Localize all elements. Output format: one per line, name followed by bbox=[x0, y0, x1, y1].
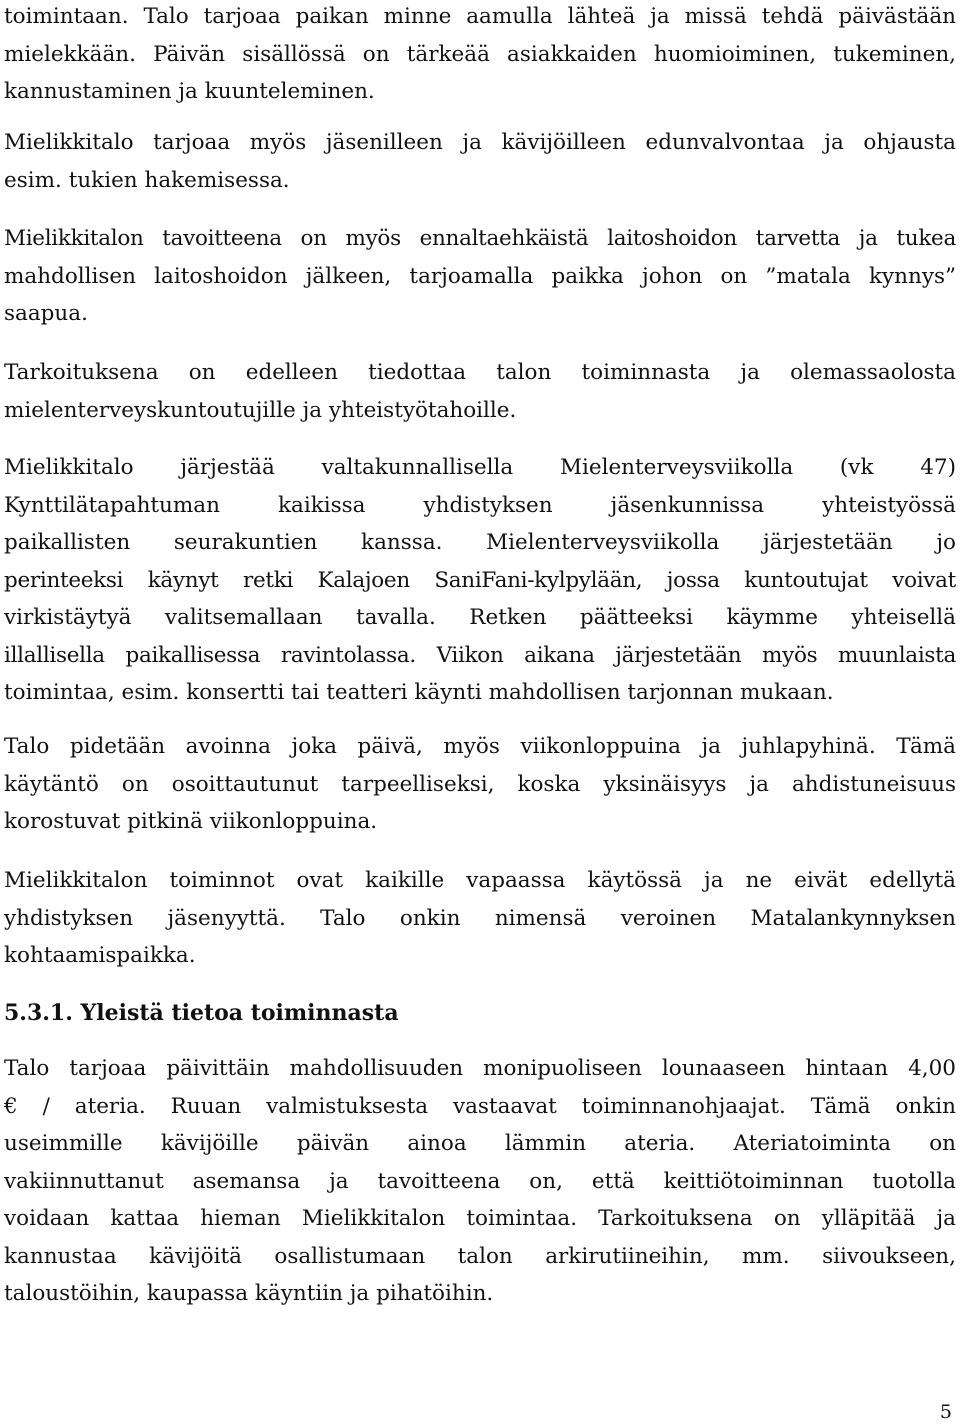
text-line: toimintaa, esim. konsertti tai teatteri käynti mahdollisen tarjonnan mukaan. bbox=[4, 680, 834, 705]
text-line: Mielikkitalon tavoitteena on myös ennaltaehkäistä laitoshoidon tarvetta ja tukea bbox=[4, 226, 956, 251]
text-line: kohtaamispaikka. bbox=[4, 943, 196, 968]
text-line: paikallisten seurakuntien kanssa. Mielenterveysviikolla järjestetään jo bbox=[4, 530, 956, 555]
paragraph-opening-hours bbox=[4, 728, 956, 841]
text-line: korostuvat pitkinä viikonloppuina. bbox=[4, 809, 378, 834]
section-heading: 5.3.1. Yleistä tietoa toiminnasta bbox=[4, 1000, 399, 1026]
text-line: Kynttilätapahtuman kaikissa yhdistyksen jäsenkunnissa yhteistyössä bbox=[4, 492, 956, 518]
text-line: taloustöihin, kaupassa käyntiin ja pihatöihin. bbox=[4, 1281, 494, 1306]
text-line: Mielikkitalo tarjoaa myös jäsenilleen ja kävijöilleen edunvalvontaa ja ohjausta bbox=[4, 130, 956, 155]
text-line: yhdistyksen jäsenyyttä. Talo onkin nimensä veroinen Matalankynnyksen bbox=[4, 905, 956, 931]
text-line: saapua. bbox=[4, 301, 88, 326]
text-line: € / ateria. Ruuan valmistuksesta vastaavat toiminnanohjaajat. Tämä onkin bbox=[4, 1093, 956, 1119]
paragraph-advocacy bbox=[4, 124, 956, 199]
text-line: mielenterveyskuntoutujille ja yhteistyötahoille. bbox=[4, 397, 517, 423]
text-line: kannustaminen ja kuunteleminen. bbox=[4, 79, 375, 104]
text-line: Mielikkitalon toiminnot ovat kaikille vapaassa käytössä ja ne eivät edellytä bbox=[4, 868, 956, 893]
text-line: toimintaan. Talo tarjoaa paikan minne aamulla lähteä ja missä tehdä päivästään bbox=[4, 4, 956, 29]
text-line: Talo tarjoaa päivittäin mahdollisuuden monipuoliseen lounaaseen hintaan 4,00 bbox=[4, 1056, 956, 1081]
text-line: illallisella paikallisessa ravintolassa. Viikon aikana järjestetään myös muunlaista bbox=[4, 642, 956, 668]
text-line: perinteeksi käynyt retki Kalajoen SaniFani-kylpylään, jossa kuntoutujat voivat bbox=[4, 567, 956, 593]
paragraph-intro bbox=[4, 0, 956, 111]
text-line: käytäntö on osoittautunut tarpeelliseksi, koska yksinäisyys ja ahdistuneisuus bbox=[4, 771, 956, 797]
text-line: Talo pidetään avoinna joka päivä, myös viikonloppuina ja juhlapyhinä. Tämä bbox=[4, 734, 956, 759]
text-line: kannustaa kävijöitä osallistumaan talon arkirutiineihin, mm. siivoukseen, bbox=[4, 1243, 956, 1269]
text-line: mahdollisen laitoshoidon jälkeen, tarjoamalla paikka johon on ”matala kynnys” bbox=[4, 263, 956, 289]
paragraph-lunch bbox=[4, 1050, 956, 1313]
paragraph-open-to-all bbox=[4, 862, 956, 975]
paragraph-prevention bbox=[4, 220, 956, 333]
text-line: Tarkoituksena on edelleen tiedottaa talon toiminnasta ja olemassaolosta bbox=[4, 360, 956, 385]
text-line: mielekkään. Päivän sisällössä on tärkeää asiakkaiden huomioiminen, tukeminen, bbox=[4, 41, 956, 67]
paragraph-information bbox=[4, 354, 956, 429]
text-line: useimmille kävijöille päivän ainoa lämmin ateria. Ateriatoiminta on bbox=[4, 1131, 956, 1156]
page-number: 5 bbox=[939, 1401, 952, 1423]
text-line: vakiinnuttanut asemansa ja tavoitteena on, että keittiötoiminnan tuotolla bbox=[4, 1168, 956, 1194]
text-line: Mielikkitalo järjestää valtakunnallisella Mielenterveysviikolla (vk 47) bbox=[4, 455, 956, 480]
paragraph-mental-health-week bbox=[4, 449, 956, 712]
text-line: virkistäytyä valitsemallaan tavalla. Retken päätteeksi käymme yhteisellä bbox=[4, 605, 956, 630]
text-line: voidaan kattaa hieman Mielikkitalon toimintaa. Tarkoituksena on ylläpitää ja bbox=[4, 1206, 956, 1231]
text-line: esim. tukien hakemisessa. bbox=[4, 167, 290, 193]
